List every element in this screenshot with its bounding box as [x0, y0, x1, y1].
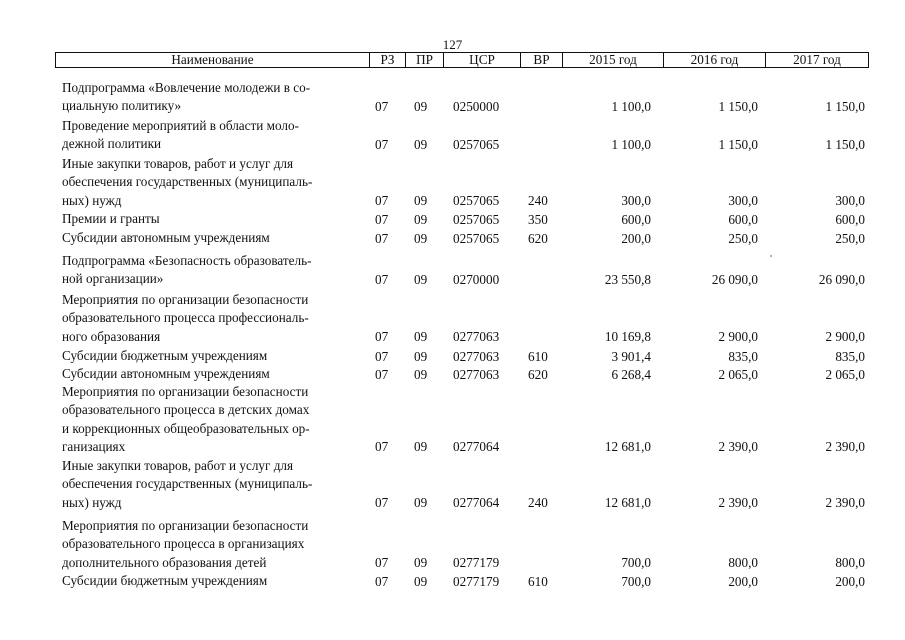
row-pr: 09 [414, 554, 428, 570]
row-pr: 09 [414, 136, 428, 152]
row-2017: 26 090,0 [818, 271, 865, 287]
row-2017: 2 390,0 [825, 494, 865, 510]
row-2015: 6 268,4 [611, 366, 651, 382]
row-2016: 200,0 [728, 573, 758, 589]
table-row [0, 229, 905, 248]
row-name: Мероприятия по организации безопасности образовательного процесса профессиональ- ного образования [62, 292, 309, 344]
row-name: Субсидии автономным учреждениям [62, 230, 270, 245]
row-csr: 0257065 [453, 230, 500, 246]
row-rz: 07 [375, 192, 389, 208]
row-csr: 0270000 [453, 271, 500, 287]
row-2017: 200,0 [835, 573, 865, 589]
row-2016: 2 390,0 [718, 438, 758, 454]
header-rz: РЗ [369, 53, 405, 67]
header-pr: ПР [405, 53, 443, 67]
table-row [0, 457, 905, 512]
row-rz: 07 [375, 230, 389, 246]
row-rz: 07 [375, 136, 389, 152]
row-pr: 09 [414, 98, 428, 114]
row-csr: 0257065 [453, 136, 500, 152]
row-2015: 1 100,0 [611, 136, 651, 152]
header-2017: 2017 год [765, 53, 868, 67]
row-vr: 240 [528, 494, 548, 510]
header-vr: ВР [520, 53, 562, 67]
table-row [0, 117, 905, 154]
row-2015: 200,0 [621, 230, 651, 246]
row-csr: 0257065 [453, 192, 500, 208]
page-number: 127 [442, 37, 463, 52]
row-2015: 12 681,0 [604, 438, 651, 454]
row-pr: 09 [414, 438, 428, 454]
row-2015: 700,0 [621, 573, 651, 589]
row-2016: 1 150,0 [718, 98, 758, 114]
row-name: Субсидии бюджетным учреждениям [62, 573, 268, 588]
table-row [0, 572, 905, 591]
row-name: Премии и гранты [62, 211, 160, 226]
row-pr: 09 [414, 328, 428, 344]
row-2015: 300,0 [621, 192, 651, 208]
row-rz: 07 [375, 366, 389, 382]
row-vr: 610 [528, 573, 548, 589]
row-2016: 2 065,0 [718, 366, 758, 382]
table-row [0, 155, 905, 210]
row-2015: 700,0 [621, 554, 651, 570]
table-row [0, 210, 905, 229]
row-2015: 10 169,8 [604, 328, 651, 344]
row-2015: 1 100,0 [611, 98, 651, 114]
row-2017: 1 150,0 [825, 136, 865, 152]
row-2016: 835,0 [728, 348, 758, 364]
row-2015: 600,0 [621, 211, 651, 227]
row-pr: 09 [414, 366, 428, 382]
row-pr: 09 [414, 494, 428, 510]
row-2016: 800,0 [728, 554, 758, 570]
row-2016: 300,0 [728, 192, 758, 208]
header-2015: 2015 год [562, 53, 663, 67]
row-rz: 07 [375, 554, 389, 570]
row-2017: 2 390,0 [825, 438, 865, 454]
row-2016: 26 090,0 [711, 271, 758, 287]
row-2017: 835,0 [835, 348, 865, 364]
row-2017: 300,0 [835, 192, 865, 208]
row-pr: 09 [414, 230, 428, 246]
row-2017: 2 065,0 [825, 366, 865, 382]
table-row [0, 365, 905, 384]
row-csr: 0277063 [453, 366, 500, 382]
row-name: Мероприятия по организации безопасности образовательного процесса в организациях дополнительного образования детей [62, 518, 309, 570]
row-csr: 0250000 [453, 98, 500, 114]
row-rz: 07 [375, 494, 389, 510]
row-vr: 620 [528, 230, 548, 246]
row-csr: 0257065 [453, 211, 500, 227]
row-2016: 2 900,0 [718, 328, 758, 344]
row-csr: 0277064 [453, 494, 500, 510]
row-pr: 09 [414, 192, 428, 208]
row-csr: 0277063 [453, 348, 500, 364]
row-rz: 07 [375, 98, 389, 114]
row-name: Мероприятия по организации безопасности образовательного процесса в детских домах и коррекционных общеобразовательных ор- ганизациях [62, 384, 310, 454]
row-rz: 07 [375, 328, 389, 344]
row-rz: 07 [375, 348, 389, 364]
row-2016: 1 150,0 [718, 136, 758, 152]
row-rz: 07 [375, 438, 389, 454]
row-2015: 3 901,4 [611, 348, 651, 364]
row-vr: 610 [528, 348, 548, 364]
table-row [0, 79, 905, 116]
row-2016: 250,0 [728, 230, 758, 246]
row-rz: 07 [375, 271, 389, 287]
row-2017: 1 150,0 [825, 98, 865, 114]
row-pr: 09 [414, 348, 428, 364]
table-row [0, 252, 905, 289]
row-2017: 2 900,0 [825, 328, 865, 344]
header-2016: 2016 год [663, 53, 765, 67]
row-csr: 0277064 [453, 438, 500, 454]
table-row [0, 347, 905, 366]
row-name: Иные закупки товаров, работ и услуг для обеспечения государственных (муниципаль- ных) нужд [62, 156, 313, 208]
row-2016: 600,0 [728, 211, 758, 227]
row-2017: 250,0 [835, 230, 865, 246]
row-csr: 0277063 [453, 328, 500, 344]
row-vr: 620 [528, 366, 548, 382]
row-name: Подпрограмма «Вовлечение молодежи в со- циальную политику» [62, 80, 311, 114]
table-row [0, 383, 905, 456]
row-2016: 2 390,0 [718, 494, 758, 510]
row-2017: 800,0 [835, 554, 865, 570]
row-csr: 0277179 [453, 554, 500, 570]
row-name: Иные закупки товаров, работ и услуг для обеспечения государственных (муниципаль- ных) нужд [62, 458, 313, 510]
row-name: Субсидии автономным учреждениям [62, 366, 270, 381]
row-name: Проведение мероприятий в области моло- дежной политики [62, 118, 299, 152]
table-row [0, 291, 905, 346]
row-rz: 07 [375, 573, 389, 589]
scan-speck [770, 255, 772, 257]
row-2017: 600,0 [835, 211, 865, 227]
row-pr: 09 [414, 573, 428, 589]
row-rz: 07 [375, 211, 389, 227]
header-name: Наименование [171, 52, 254, 67]
table-row [0, 517, 905, 572]
row-pr: 09 [414, 271, 428, 287]
row-2015: 23 550,8 [604, 271, 651, 287]
row-vr: 240 [528, 192, 548, 208]
row-csr: 0277179 [453, 573, 500, 589]
row-name: Подпрограмма «Безопасность образователь- ной организации» [62, 253, 312, 287]
row-2015: 12 681,0 [604, 494, 651, 510]
row-pr: 09 [414, 211, 428, 227]
header-csr: ЦСР [443, 53, 520, 67]
row-vr: 350 [528, 211, 548, 227]
row-name: Субсидии бюджетным учреждениям [62, 348, 268, 363]
